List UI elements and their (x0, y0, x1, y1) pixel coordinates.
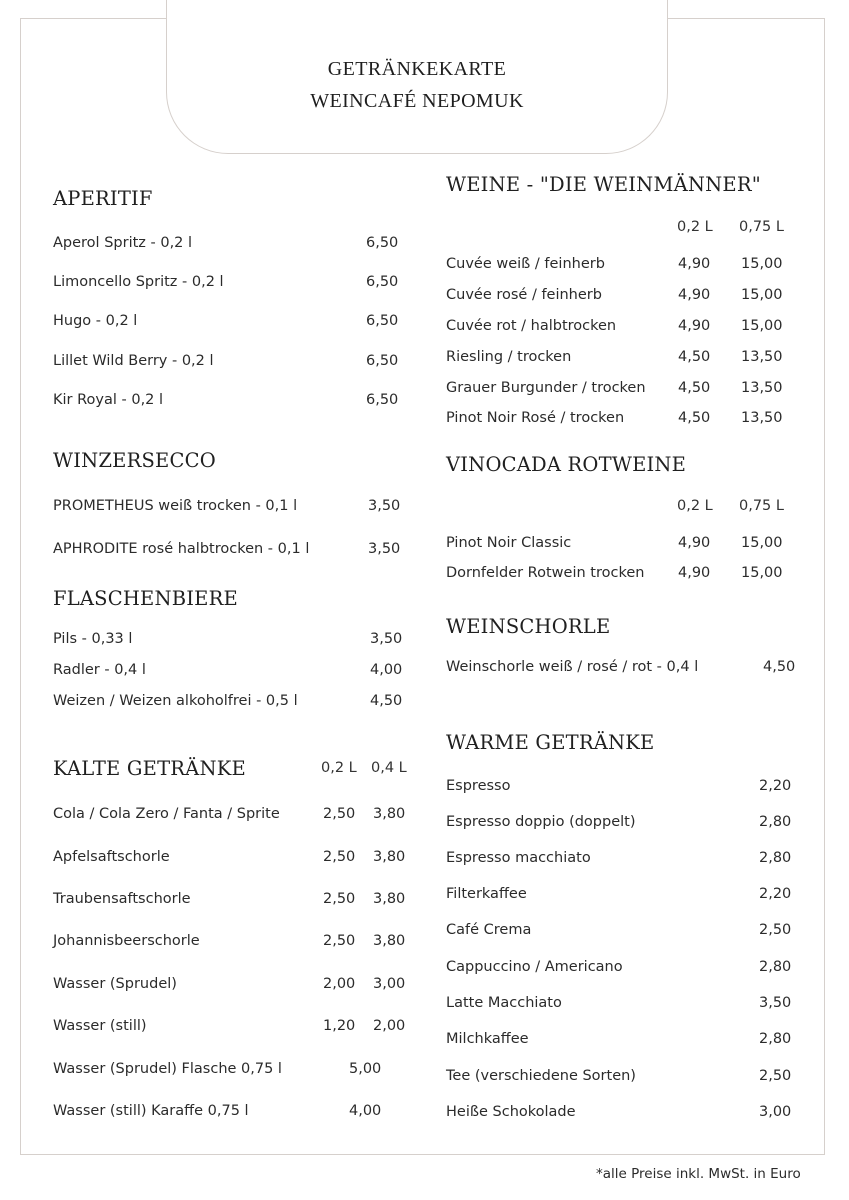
section-title-aperitif: APERITIF (53, 187, 153, 210)
menu-item-name: Café Crema (446, 922, 532, 938)
section-title-winzersecco: WINZERSECCO (53, 449, 216, 472)
menu-item-price: 6,50 (366, 392, 399, 408)
menu-item-price: 2,80 (759, 1031, 792, 1047)
wine-price-bottle: 13,50 (741, 380, 783, 396)
wine-price-bottle: 15,00 (741, 256, 783, 272)
menu-item-price: 2,50 (759, 1068, 792, 1084)
menu-item-price: 3,00 (759, 1104, 792, 1120)
menu-item-price-large: 2,00 (373, 1018, 406, 1034)
menu-item-price: 2,20 (759, 886, 792, 902)
menu-item-name: Pils - 0,33 l (53, 631, 133, 647)
price-footnote: *alle Preise inkl. MwSt. in Euro (596, 1166, 801, 1182)
section-title-weinschorle: WEINSCHORLE (446, 615, 611, 638)
menu-item-price: 6,50 (366, 313, 399, 329)
wine-price-glass: 4,90 (678, 535, 711, 551)
menu-item-name: Milchkaffee (446, 1031, 529, 1047)
menu-item-name: APHRODITE rosé halbtrocken - 0,1 l (53, 541, 310, 557)
wine-price-glass: 4,90 (678, 287, 711, 303)
menu-item-price-small: 2,50 (323, 806, 356, 822)
menu-item-name: Wasser (still) Karaffe 0,75 l (53, 1103, 249, 1119)
column-header-0-75l: 0,75 L (739, 219, 784, 235)
menu-item-name: Aperol Spritz - 0,2 l (53, 235, 193, 251)
section-title-warme-getraenke: WARME GETRÄNKE (446, 731, 655, 754)
section-title-weine: WEINE - "DIE WEINMÄNNER" (446, 173, 761, 196)
column-header-0-2l: 0,2 L (321, 760, 357, 776)
menu-item-price: 4,50 (763, 659, 796, 675)
menu-item-price-small: 2,00 (323, 976, 356, 992)
wine-price-glass: 4,90 (678, 318, 711, 334)
column-header-0-75l: 0,75 L (739, 498, 784, 514)
menu-item-price: 3,50 (368, 498, 401, 514)
wine-price-bottle: 15,00 (741, 535, 783, 551)
wine-name: Dornfelder Rotwein trocken (446, 565, 645, 581)
wine-price-bottle: 13,50 (741, 349, 783, 365)
menu-item-price-large: 3,80 (373, 933, 406, 949)
menu-item-name: Lillet Wild Berry - 0,2 l (53, 353, 214, 369)
menu-item-price: 2,80 (759, 814, 792, 830)
menu-item-name: Hugo - 0,2 l (53, 313, 138, 329)
wine-price-bottle: 15,00 (741, 318, 783, 334)
menu-item-name: Weinschorle weiß / rosé / rot - 0,4 l (446, 659, 699, 675)
menu-item-name: Wasser (Sprudel) (53, 976, 177, 992)
section-title-vinocada: VINOCADA ROTWEINE (446, 453, 687, 476)
menu-item-price: 3,50 (368, 541, 401, 557)
wine-price-bottle: 15,00 (741, 287, 783, 303)
menu-item-name: Apfelsaftschorle (53, 849, 170, 865)
menu-item-name: Latte Macchiato (446, 995, 562, 1011)
wine-name: Riesling / trocken (446, 349, 572, 365)
menu-item-price-small: 2,50 (323, 849, 356, 865)
menu-item-name: Weizen / Weizen alkoholfrei - 0,5 l (53, 693, 298, 709)
section-title-flaschenbiere: FLASCHENBIERE (53, 587, 238, 610)
menu-item-price: 2,50 (759, 922, 792, 938)
menu-item-price: 2,20 (759, 778, 792, 794)
menu-item-price-large: 3,80 (373, 891, 406, 907)
wine-price-bottle: 15,00 (741, 565, 783, 581)
menu-title: GETRÄNKEKARTE (327, 58, 507, 80)
menu-item-name: Johannisbeerschorle (53, 933, 200, 949)
wine-name: Cuvée weiß / feinherb (446, 256, 605, 272)
menu-item-price-small: 2,50 (323, 933, 356, 949)
menu-item-price-large: 3,00 (373, 976, 406, 992)
menu-item-price: 3,50 (370, 631, 403, 647)
menu-item-price: 6,50 (366, 353, 399, 369)
menu-item-name: Espresso macchiato (446, 850, 591, 866)
column-header-0-4l: 0,4 L (371, 760, 407, 776)
menu-item-name: Wasser (Sprudel) Flasche 0,75 l (53, 1061, 282, 1077)
menu-item-name: Espresso doppio (doppelt) (446, 814, 636, 830)
wine-price-glass: 4,50 (678, 380, 711, 396)
wine-price-glass: 4,90 (678, 256, 711, 272)
wine-price-glass: 4,90 (678, 565, 711, 581)
menu-item-price: 6,50 (366, 235, 399, 251)
menu-item-price: 4,00 (370, 662, 403, 678)
wine-name: Pinot Noir Classic (446, 535, 572, 551)
wine-price-glass: 4,50 (678, 349, 711, 365)
menu-item-price: 2,80 (759, 959, 792, 975)
menu-item-name: Espresso (446, 778, 511, 794)
menu-item-price-small: 2,50 (323, 891, 356, 907)
menu-item-price: 3,50 (759, 995, 792, 1011)
wine-name: Grauer Burgunder / trocken (446, 380, 646, 396)
menu-item-price: 2,80 (759, 850, 792, 866)
menu-item-name: Heiße Schokolade (446, 1104, 576, 1120)
wine-name: Cuvée rosé / feinherb (446, 287, 602, 303)
menu-item-name: Cappuccino / Americano (446, 959, 623, 975)
menu-item-name: Limoncello Spritz - 0,2 l (53, 274, 224, 290)
menu-item-name: Filterkaffee (446, 886, 527, 902)
menu-item-name: Traubensaftschorle (53, 891, 191, 907)
cafe-name: WEINCAFÉ NEPOMUK (310, 90, 524, 112)
column-header-0-2l: 0,2 L (677, 498, 713, 514)
section-title-kalte-getraenke: KALTE GETRÄNKE (53, 757, 246, 780)
menu-item-name: Cola / Cola Zero / Fanta / Sprite (53, 806, 280, 822)
menu-item-price-small: 1,20 (323, 1018, 356, 1034)
menu-item-price-large: 3,80 (373, 849, 406, 865)
menu-item-name: Tee (verschiedene Sorten) (446, 1068, 636, 1084)
menu-item-name: Wasser (still) (53, 1018, 147, 1034)
menu-item-name: Kir Royal - 0,2 l (53, 392, 164, 408)
menu-item-price: 6,50 (366, 274, 399, 290)
menu-item-price: 5,00 (349, 1061, 382, 1077)
menu-item-price: 4,00 (349, 1103, 382, 1119)
wine-price-bottle: 13,50 (741, 410, 783, 426)
wine-name: Cuvée rot / halbtrocken (446, 318, 617, 334)
menu-item-price-large: 3,80 (373, 806, 406, 822)
wine-name: Pinot Noir Rosé / trocken (446, 410, 625, 426)
column-header-0-2l: 0,2 L (677, 219, 713, 235)
menu-item-name: PROMETHEUS weiß trocken - 0,1 l (53, 498, 298, 514)
menu-item-name: Radler - 0,4 l (53, 662, 146, 678)
wine-price-glass: 4,50 (678, 410, 711, 426)
menu-item-price: 4,50 (370, 693, 403, 709)
